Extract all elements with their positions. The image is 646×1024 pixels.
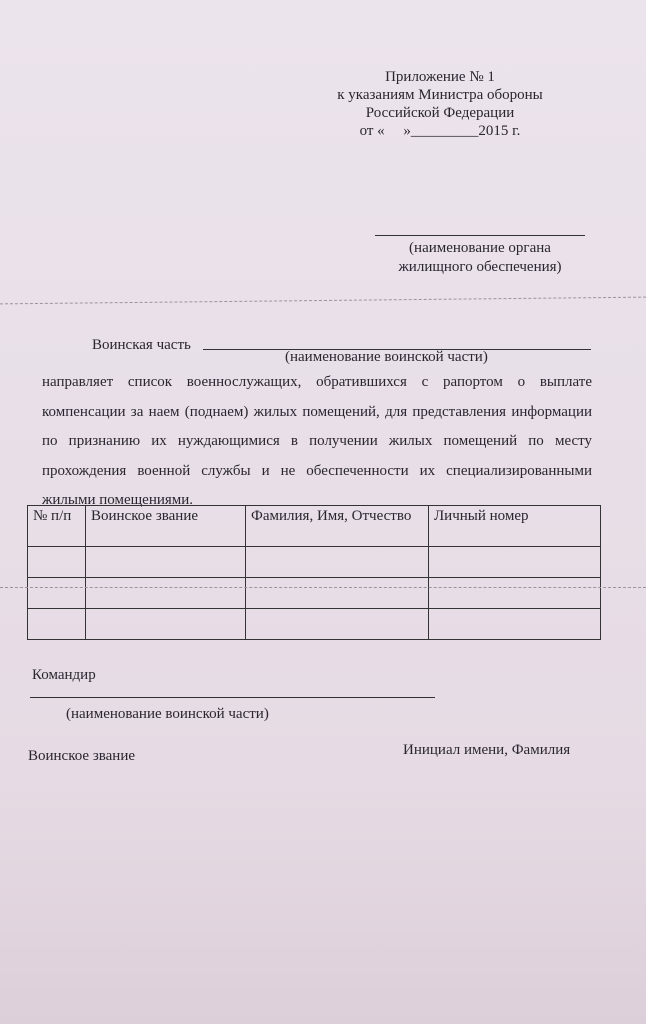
col-header-personal-number: Личный номер	[429, 506, 601, 547]
table-cell[interactable]	[429, 578, 601, 609]
appendix-ref: к указаниям Министра обороны	[337, 87, 543, 103]
col-header-rank: Воинское звание	[86, 506, 246, 547]
table-cell[interactable]	[429, 547, 601, 578]
table-cell[interactable]	[86, 547, 246, 578]
table-cell[interactable]	[429, 609, 601, 640]
table-row	[28, 547, 601, 578]
organ-caption	[370, 239, 590, 277]
table-row	[28, 578, 601, 609]
organ-caption-line2: жилищного обеспечения)	[398, 259, 562, 275]
table-cell[interactable]	[246, 547, 429, 578]
appendix-number: Приложение № 1	[385, 69, 495, 85]
unit-caption: (наименование воинской части)	[285, 349, 488, 365]
commander-label: Командир	[32, 667, 96, 683]
organ-caption-line1: (наименование органа	[409, 240, 551, 256]
table-cell[interactable]	[28, 578, 86, 609]
table-cell[interactable]	[86, 578, 246, 609]
table-cell[interactable]	[246, 578, 429, 609]
table-row	[28, 609, 601, 640]
appendix-date: от « »_________2015 г.	[359, 123, 521, 139]
commander-unit-caption: (наименование воинской части)	[66, 706, 269, 722]
table-header-row	[28, 506, 601, 547]
name-label: Инициал имени, Фамилия	[403, 742, 571, 758]
appendix-ref-country: Российской Федерации	[365, 105, 515, 121]
organ-blank-line	[375, 235, 585, 236]
appendix-header	[300, 68, 580, 140]
col-header-number: № п/п	[28, 506, 86, 547]
table-cell[interactable]	[246, 609, 429, 640]
table-cell[interactable]	[86, 609, 246, 640]
commander-blank-line	[30, 697, 435, 698]
table-cell[interactable]	[28, 547, 86, 578]
servicemen-table	[27, 505, 601, 640]
rank-label: Воинское звание	[28, 748, 136, 764]
unit-label: Воинская часть	[92, 337, 191, 353]
fold-line	[0, 587, 646, 588]
col-header-fullname: Фамилия, Имя, Отчество	[246, 506, 429, 547]
body-paragraph: направляет список военнослужащих, обратившихся с рапортом о выплате компенсации за наем (поднаем) жилых помещений, для представления информации по признанию их нуждающимися в получении жилых помещений по месту прохождения военной службы и не обеспеченности их специализированными жилыми помещениями.	[42, 374, 592, 508]
table-cell[interactable]	[28, 609, 86, 640]
fold-line	[0, 297, 646, 305]
